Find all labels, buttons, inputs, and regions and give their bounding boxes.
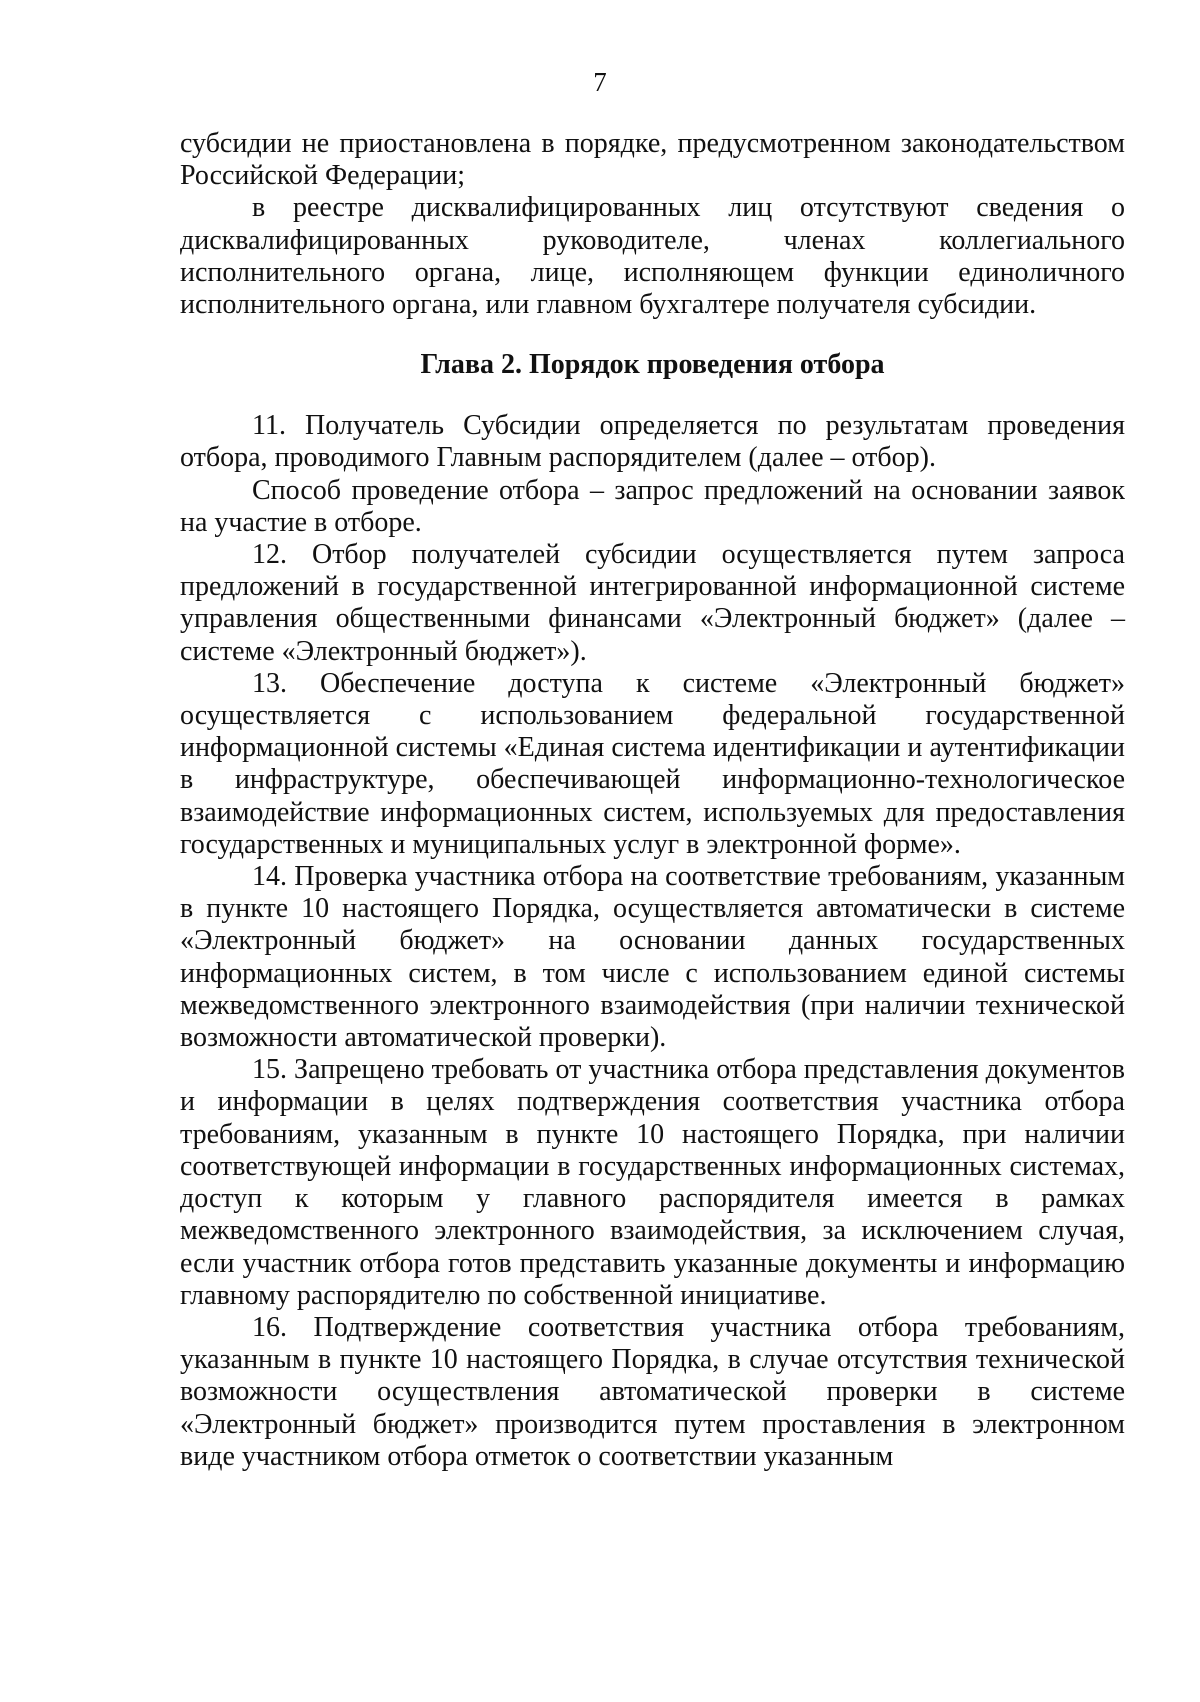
paragraph-11: 11. Получатель Субсидии определяется по результатам проведения отбора, проводимого Главным распорядителем (далее – отбор). [180, 410, 1125, 474]
paragraph-13: 13. Обеспечение доступа к системе «Электронный бюджет» осуществляется с использованием федеральной государственной информационной системы «Единая система идентификации и аутентификации в инфраструктуре, обеспечивающей информационно-технологическое взаимодействие информационных систем, используемых для предоставления государственных и муниципальных услуг в электронной форме». [180, 667, 1125, 860]
document-body [180, 128, 1125, 1473]
paragraph-15: 15. Запрещено требовать от участника отбора представления документов и информации в целях подтверждения соответствия участника отбора требованиям, указанным в пункте 10 настоящего Порядка, при наличии соответствующей информации в государственных информационных системах, доступ к которым у главного распорядителя имеется в рамках межведомственного электронного взаимодействия, за исключением случая, если участник отбора готов представить указанные документы и информацию главному распорядителю по собственной инициативе. [180, 1054, 1125, 1311]
paragraph-12: 12. Отбор получателей субсидии осуществляется путем запроса предложений в государственной интегрированной информационной системе управления общественными финансами «Электронный бюджет» (далее – системе «Электронный бюджет»). [180, 539, 1125, 667]
paragraph-continuation: субсидии не приостановлена в порядке, предусмотренном законодательством Российской Федерации; [180, 128, 1125, 192]
page-number: 7 [593, 67, 607, 97]
paragraph-16: 16. Подтверждение соответствия участника отбора требованиям, указанным в пункте 10 настоящего Порядка, в случае отсутствия технической возможности осуществления автоматической проверки в системе «Электронный бюджет» производится путем проставления в электронном виде участником отбора отметок о соответствии указанным [180, 1311, 1125, 1472]
paragraph-disqualified-registry: в реестре дисквалифицированных лиц отсутствуют сведения о дисквалифицированных руководителе, членах коллегиального исполнительного органа, лице, исполняющем функции единоличного исполнительного органа, или главном бухгалтере получателя субсидии. [180, 192, 1125, 321]
chapter-heading: Глава 2. Порядок проведения отбора [420, 349, 885, 381]
paragraph-14: 14. Проверка участника отбора на соответствие требованиям, указанным в пункте 10 настоящего Порядка, осуществляется автоматически в системе «Электронный бюджет» на основании данных государственных информационных систем, в том числе с использованием единой системы межведомственного электронного взаимодействия (при наличии технической возможности автоматической проверки). [180, 861, 1125, 1054]
paragraph-selection-method: Способ проведение отбора – запрос предложений на основании заявок на участие в отборе. [180, 474, 1125, 538]
